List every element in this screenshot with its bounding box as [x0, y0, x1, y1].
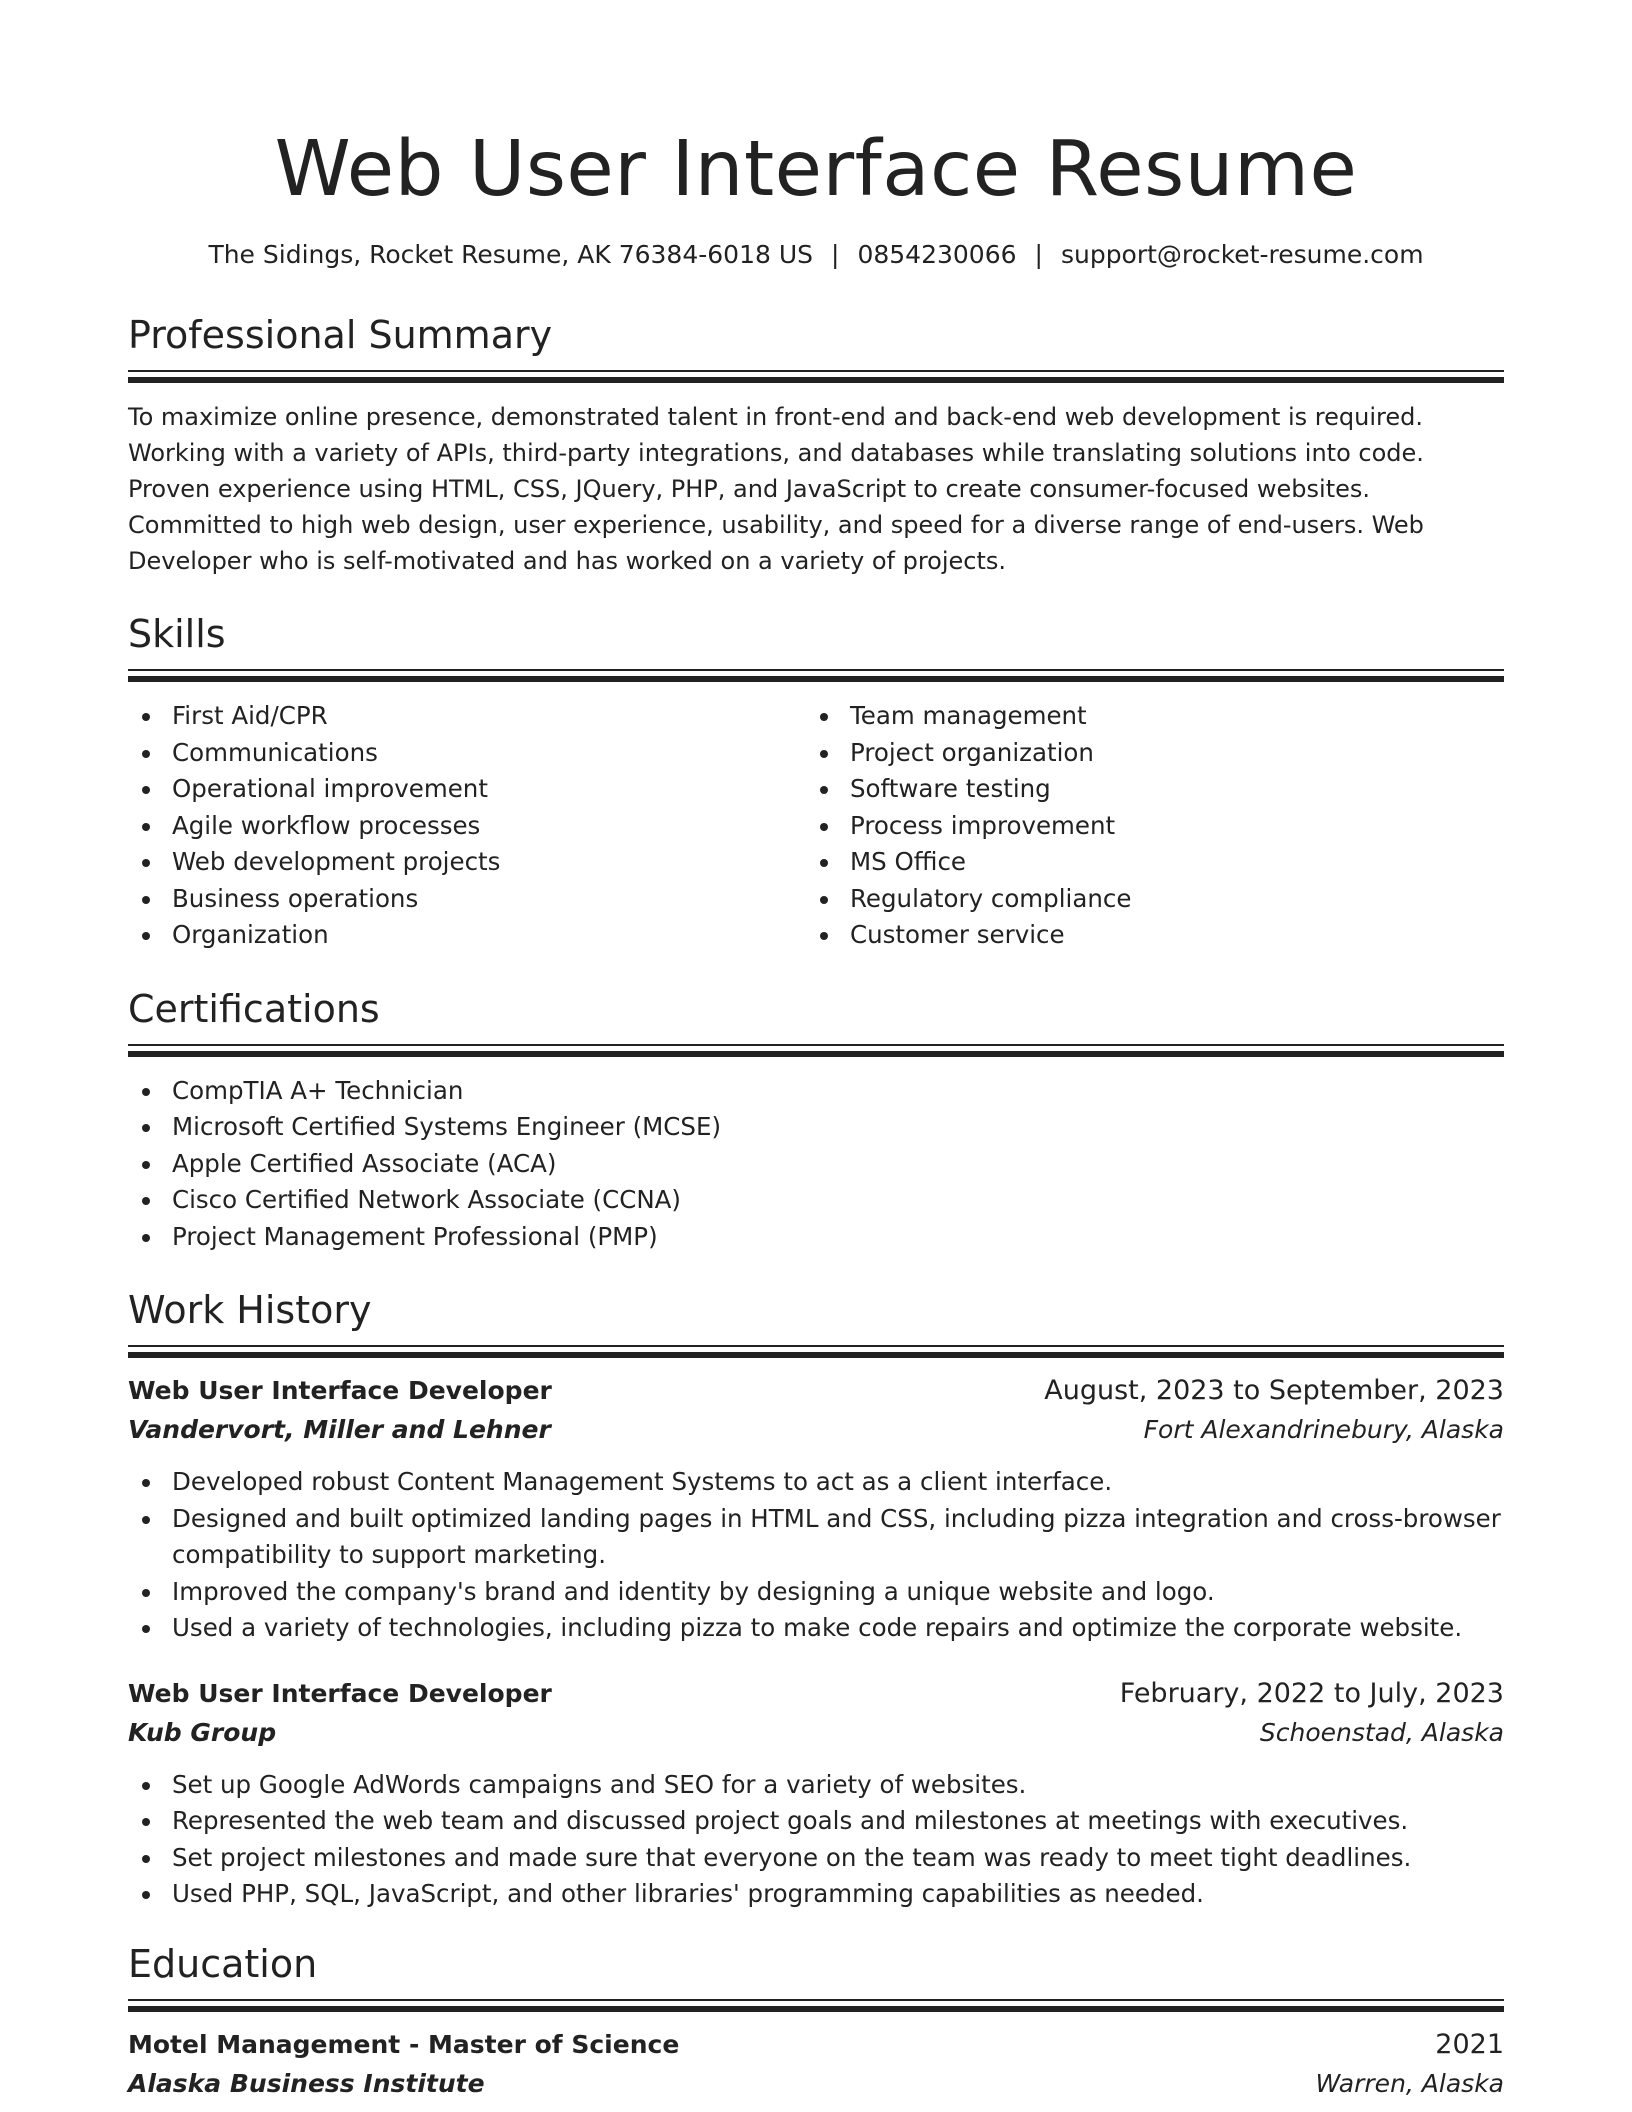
contact-separator: |	[1034, 240, 1043, 269]
section-title-work-history: Work History	[128, 1288, 372, 1332]
contact-email: support@rocket-resume.com	[1060, 240, 1424, 269]
job-location: Fort Alexandrinebury, Alaska	[1143, 1415, 1504, 1444]
job-entry	[128, 1372, 1504, 1647]
skill-item: Organization	[128, 917, 806, 954]
section-divider	[128, 2006, 1504, 2012]
education-year: 2021	[1435, 2028, 1504, 2060]
contact-address: The Sidings, Rocket Resume, AK 76384-6018 US	[208, 240, 814, 269]
skills-section	[128, 609, 1504, 954]
job-bullet: Used a variety of technologies, including pizza to make code repairs and optimize the corporate website.	[128, 1610, 1504, 1647]
work-history-section	[128, 1285, 1504, 1913]
section-divider	[128, 1345, 1504, 1347]
job-bullet: Set project milestones and made sure that everyone on the team was ready to meet tight deadlines.	[128, 1840, 1504, 1877]
skill-item: MS Office	[806, 844, 1484, 881]
section-divider	[128, 1352, 1504, 1358]
job-bullet: Set up Google AdWords campaigns and SEO for a variety of websites.	[128, 1767, 1504, 1804]
section-divider	[128, 370, 1504, 372]
certification-item: Apple Certified Associate (ACA)	[128, 1146, 1504, 1183]
skill-item: Web development projects	[128, 844, 806, 881]
job-bullet: Used PHP, SQL, JavaScript, and other libraries' programming capabilities as needed.	[128, 1876, 1504, 1913]
job-bullets	[128, 1767, 1504, 1913]
job-bullet: Designed and built optimized landing pages in HTML and CSS, including pizza integration and cross-browser compatibility to support marketing.	[128, 1501, 1504, 1574]
job-company: Vandervort, Miller and Lehner	[128, 1415, 551, 1444]
section-divider	[128, 676, 1504, 682]
skills-list-left	[128, 698, 806, 954]
section-divider	[128, 377, 1504, 383]
job-location: Schoenstad, Alaska	[1259, 1717, 1504, 1747]
summary-text: To maximize online presence, demonstrated talent in front-end and back-end web development is required. Working with a variety of APIs, third-party integrations, and databases while translating solutions into code. Proven experience using HTML, CSS, JQuery, PHP, and JavaScript to create consumer-focused websites. Committed to high web design, user experience, usability, and speed for a diverse range of end-users. Web Developer who is self-motivated and has worked on a variety of projects.	[128, 403, 1424, 575]
education-degree: Motel Management - Master of Science	[128, 2029, 680, 2059]
job-company-row	[128, 1410, 1504, 1450]
skill-item: Operational improvement	[128, 771, 806, 808]
job-dates: February, 2022 to July, 2023	[1119, 1677, 1504, 1709]
job-header-row	[128, 1372, 1504, 1410]
skill-item: Communications	[128, 735, 806, 772]
job-bullet: Developed robust Content Management Systems to act as a client interface.	[128, 1464, 1504, 1501]
skill-item: Process improvement	[806, 808, 1484, 845]
section-title-education: Education	[128, 1941, 318, 1986]
section-divider	[128, 669, 1504, 671]
education-header-row	[128, 2026, 1504, 2064]
section-divider	[128, 1999, 1504, 2001]
certification-item: Cisco Certified Network Associate (CCNA)	[128, 1182, 1504, 1219]
skill-item: First Aid/CPR	[128, 698, 806, 735]
summary-section	[128, 310, 1504, 579]
skill-item: Agile workflow processes	[128, 808, 806, 845]
job-bullet: Represented the web team and discussed project goals and milestones at meetings with executives.	[128, 1803, 1504, 1840]
certifications-section	[128, 984, 1504, 1256]
resume-page	[128, 0, 1504, 2104]
section-title-skills: Skills	[128, 612, 226, 656]
skill-item: Software testing	[806, 771, 1484, 808]
job-company-row	[128, 1713, 1504, 1753]
section-title-certifications: Certifications	[128, 986, 380, 1031]
skills-list-right	[806, 698, 1484, 954]
certifications-list	[128, 1073, 1504, 1256]
job-entry	[128, 1675, 1504, 1913]
contact-separator: |	[831, 240, 840, 269]
skills-column-right	[806, 698, 1484, 954]
certification-item: Project Management Professional (PMP)	[128, 1219, 1504, 1256]
job-title: Web User Interface Developer	[128, 1376, 552, 1405]
section-divider	[128, 1051, 1504, 1057]
contact-line	[128, 238, 1504, 272]
education-school-row	[128, 2064, 1504, 2104]
job-dates: August, 2023 to September, 2023	[1044, 1375, 1504, 1406]
education-entry	[128, 2026, 1504, 2104]
certification-item: CompTIA A+ Technician	[128, 1073, 1504, 1110]
job-bullets	[128, 1464, 1504, 1647]
skill-item: Project organization	[806, 735, 1484, 772]
education-school: Alaska Business Institute	[128, 2068, 485, 2098]
skill-item: Customer service	[806, 917, 1484, 954]
job-title: Web User Interface Developer	[128, 1678, 552, 1708]
education-location: Warren, Alaska	[1315, 2068, 1504, 2098]
certification-item: Microsoft Certified Systems Engineer (MCSE)	[128, 1109, 1504, 1146]
job-header-row	[128, 1675, 1504, 1713]
skills-column-left	[128, 698, 806, 954]
job-bullet: Improved the company's brand and identity by designing a unique website and logo.	[128, 1574, 1504, 1611]
contact-phone: 0854230066	[857, 240, 1017, 269]
skill-item: Business operations	[128, 881, 806, 918]
skill-item: Team management	[806, 698, 1484, 735]
skills-grid	[128, 698, 1504, 954]
job-company: Kub Group	[128, 1717, 277, 1747]
skill-item: Regulatory compliance	[806, 881, 1484, 918]
resume-title: Web User Interface Resume	[274, 125, 1358, 214]
section-divider	[128, 1044, 1504, 1046]
section-title-summary: Professional Summary	[128, 313, 553, 357]
education-section	[128, 1939, 1504, 2104]
